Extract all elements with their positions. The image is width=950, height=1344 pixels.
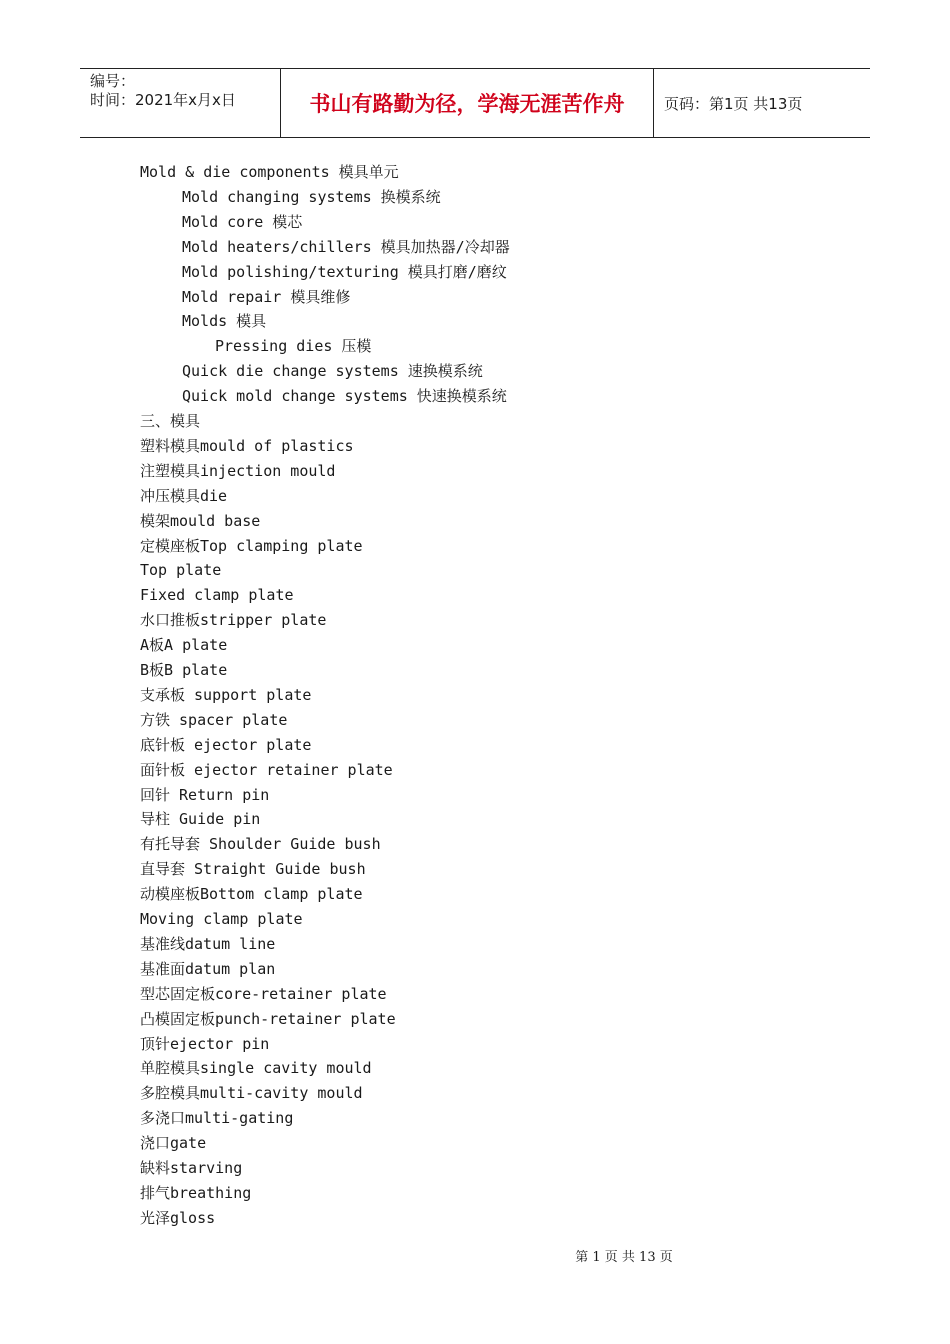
text-line: 光泽gloss	[140, 1208, 216, 1227]
text-line: Mold core 模芯	[182, 212, 303, 231]
text-line: 底针板 ejector plate	[140, 735, 312, 754]
text-line: 冲压模具die	[140, 486, 228, 505]
text-line: 基准面datum plan	[140, 959, 276, 978]
text-line: Molds 模具	[182, 312, 267, 331]
document-number-label: 编号：	[90, 72, 136, 90]
text-line: 有托导套 Shoulder Guide bush	[140, 835, 381, 854]
text-line: 回针 Return pin	[140, 785, 270, 804]
text-line: Quick mold change systems 快速换模系统	[182, 387, 507, 406]
page-header	[80, 68, 870, 138]
text-line: 定模座板Top clamping plate	[140, 536, 363, 555]
text-line: Moving clamp plate	[140, 910, 303, 928]
text-line: Mold repair 模具维修	[182, 287, 351, 306]
text-line: 基准线datum line	[140, 934, 276, 953]
text-line: 面针板 ejector retainer plate	[140, 760, 393, 779]
header-page-cell	[654, 69, 870, 137]
text-line: 模架mould base	[140, 511, 261, 530]
text-line: 注塑模具injection mould	[140, 461, 336, 480]
text-line: 浇口gate	[140, 1134, 207, 1153]
text-line: Pressing dies 压模	[215, 337, 372, 356]
text-line: 单腔模具single cavity mould	[140, 1059, 372, 1078]
text-line: 方铁 spacer plate	[140, 710, 288, 729]
text-line: 水口推板stripper plate	[140, 611, 327, 630]
text-line: B板B plate	[140, 661, 228, 679]
text-line: Quick die change systems 速换模系统	[182, 362, 483, 381]
page-number-label: 页码：第1页 共13页	[664, 94, 803, 113]
text-line: 直导套 Straight Guide bush	[140, 860, 366, 879]
header-info-cell	[80, 69, 281, 137]
text-line: 多腔模具multi-cavity mould	[140, 1084, 363, 1103]
text-line: 动模座板Bottom clamp plate	[140, 885, 363, 904]
text-line: Mold changing systems 换模系统	[182, 187, 441, 206]
footer-page-number: 第 1 页 共 13 页	[575, 1250, 673, 1265]
text-line: Mold & die components 模具单元	[140, 163, 399, 181]
text-line: 支承板 support plate	[140, 685, 312, 704]
text-line: 多浇口multi-gating	[140, 1109, 294, 1128]
text-line: 顶针ejector pin	[140, 1034, 270, 1053]
text-line: 凸模固定板punch-retainer plate	[140, 1009, 396, 1028]
text-line: 型芯固定板core-retainer plate	[140, 984, 387, 1003]
text-line: Top plate	[140, 561, 222, 580]
page-footer	[0, 1246, 950, 1265]
text-line: A板A plate	[140, 636, 228, 655]
text-line: 缺料starving	[140, 1159, 243, 1177]
text-line: Mold heaters/chillers 模具加热器/冷却器	[182, 237, 510, 256]
text-line: 塑料模具mould of plastics	[140, 436, 354, 455]
date-label: 时间：2021年x月x日	[90, 91, 236, 109]
header-motto-cell	[281, 69, 654, 137]
motto-text: 书山有路勤为径，学海无涯苦作舟	[309, 92, 625, 116]
text-line: 导柱 Guide pin	[140, 810, 261, 829]
text-line: 三、模具	[140, 412, 201, 430]
text-line: Fixed clamp plate	[140, 586, 294, 605]
text-line: 排气breathing	[140, 1183, 252, 1202]
text-line: Mold polishing/texturing 模具打磨/磨纹	[182, 262, 507, 281]
